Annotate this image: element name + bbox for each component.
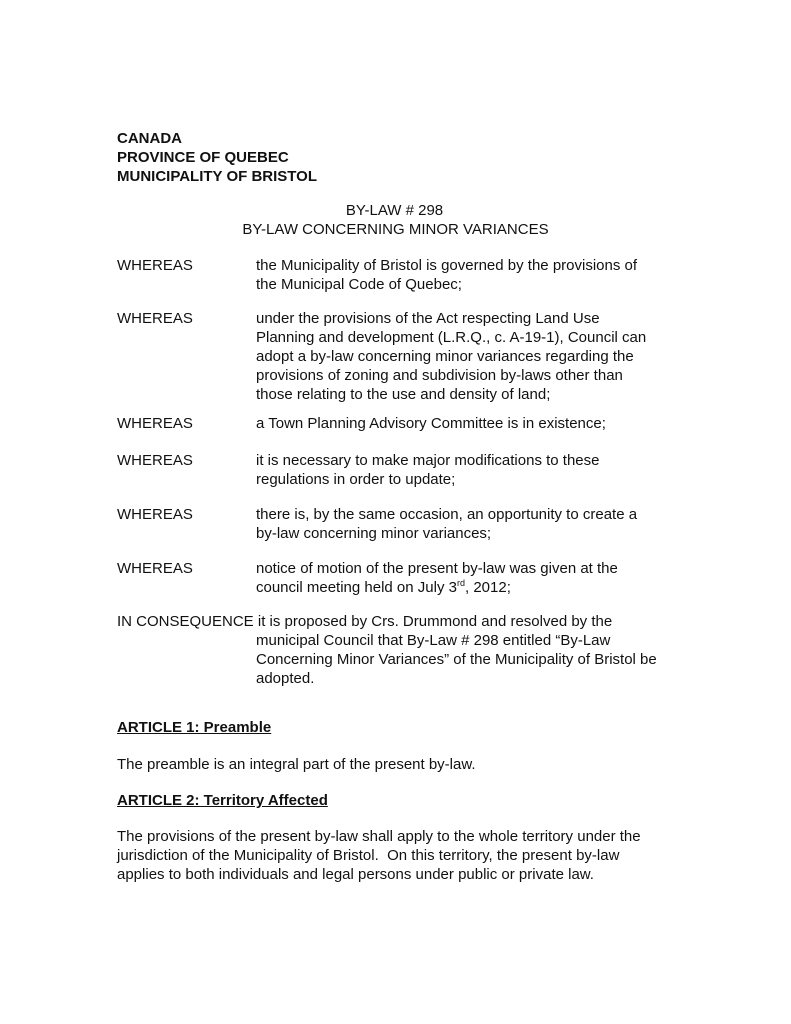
clause-line: provisions of zoning and subdivision by-laws other than	[256, 367, 623, 384]
header-municipality: MUNICIPALITY OF BRISTOL	[117, 168, 318, 185]
clause-line: the Municipality of Bristol is governed by the provisions of	[256, 257, 638, 274]
article-2-line: The provisions of the present by-law shall apply to the whole territory under the	[117, 828, 641, 845]
bylaw-subject: BY-LAW CONCERNING MINOR VARIANCES	[242, 221, 549, 238]
consequence-clause	[117, 612, 657, 687]
article-2-line: jurisdiction of the Municipality of Bristol. On this territory, the present by-law	[117, 847, 620, 864]
date-prefix: council meeting held on July 3	[256, 579, 457, 596]
consequence-line: adopted.	[256, 670, 315, 687]
clause-line-date	[256, 578, 676, 597]
consequence-text: it is proposed by Crs. Drummond and resolved by the	[257, 613, 613, 630]
article-1-body: The preamble is an integral part of the present by-law.	[117, 756, 476, 773]
consequence-label: IN CONSEQUENCE	[117, 613, 254, 630]
whereas-label: WHEREAS	[117, 452, 193, 469]
whereas-label: WHEREAS	[117, 560, 193, 577]
jurisdiction-header	[117, 129, 317, 186]
article-2-line: applies to both individuals and legal persons under public or private law.	[117, 866, 594, 883]
clause-line: a Town Planning Advisory Committee is in existence;	[256, 415, 606, 432]
bylaw-number-text: BY-LAW # 298	[345, 202, 444, 219]
whereas-label: WHEREAS	[117, 310, 193, 327]
bylaw-number	[0, 201, 791, 220]
clause-line: adopt a by-law concerning minor variances regarding the	[256, 348, 634, 365]
consequence-line: municipal Council that By-Law # 298 entitled “By-Law	[256, 632, 611, 649]
clause-line: by-law concerning minor variances;	[256, 525, 492, 542]
whereas-label: WHEREAS	[117, 506, 193, 523]
whereas-label: WHEREAS	[117, 415, 193, 432]
article-2-heading: ARTICLE 2: Territory Affected	[117, 792, 328, 809]
article-1-heading: ARTICLE 1: Preamble	[117, 719, 272, 736]
clause-line: regulations in order to update;	[256, 471, 456, 488]
whereas-label: WHEREAS	[117, 257, 193, 274]
ordinal-suffix: rd	[456, 578, 465, 588]
clause-line: under the provisions of the Act respecting Land Use	[256, 310, 600, 327]
clause-line: notice of motion of the present by-law was given at the	[256, 560, 618, 577]
clause-line: it is necessary to make major modifications to these	[256, 452, 600, 469]
article-2-body	[117, 827, 677, 884]
date-suffix: , 2012;	[464, 579, 511, 596]
header-country: CANADA	[117, 130, 182, 147]
clause-line: there is, by the same occasion, an opportunity to create a	[256, 506, 638, 523]
clause-line: those relating to the use and density of land;	[256, 386, 551, 403]
consequence-line: Concerning Minor Variances” of the Municipality of Bristol be	[256, 651, 657, 668]
consequence-first-line	[117, 612, 612, 631]
clause-line: the Municipal Code of Quebec;	[256, 276, 462, 293]
header-province: PROVINCE OF QUEBEC	[117, 149, 289, 166]
clause-line: Planning and development (L.R.Q., c. A-19-1), Council can	[256, 329, 647, 346]
